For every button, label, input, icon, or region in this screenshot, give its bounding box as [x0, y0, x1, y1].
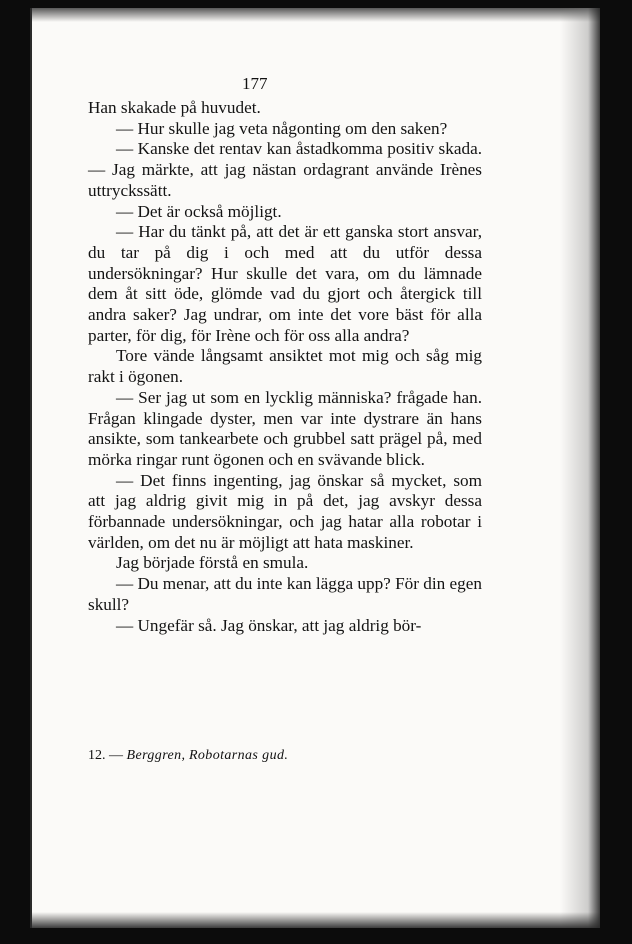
paragraph: — Du menar, att du inte kan lägga upp? För din egen skull?	[88, 574, 482, 614]
signature-footer	[88, 748, 288, 764]
paragraph: — Det är också möjligt.	[116, 201, 282, 221]
signature-mark: 12.	[88, 748, 106, 763]
footer-book-title: Robotarnas gud.	[188, 748, 289, 763]
paragraph: Tore vände långsamt ansiktet mot mig och såg mig rakt i ögonen.	[88, 346, 482, 387]
paragraph: — Hur skulle jag veta någonting om den saken?	[116, 118, 448, 138]
page-spine-shadow	[560, 8, 600, 928]
footer-author: Berggren,	[126, 748, 186, 763]
page-top-shadow	[32, 8, 600, 22]
paragraph: — Har du tänkt på, att det är ett ganska stort ansvar, du tar på dig i och med att du utför dessa undersökningar? Hur skulle det vara, om du lämnade dem åt sitt öde, glömde vad du gjort och återgick till andra saker? Jag undrar, om inte det vore bäst för alla parter, för dig, för Irène och för oss alla andra?	[88, 222, 482, 345]
paragraph: — Ser jag ut som en lycklig människa? frågade han. Frågan klingade dyster, men var inte dystrare än hans ansikte, som tankearbete och grubbel satt prägel på, med mörka ringar runt ögonen och en svävande blick.	[88, 387, 482, 469]
book-page	[30, 8, 600, 928]
paragraph: Jag började förstå en smula.	[116, 553, 309, 573]
footer-dash: —	[109, 748, 123, 763]
paragraph: — Ungefär så. Jag önskar, att jag aldrig bör-	[116, 615, 422, 635]
paragraph: Han skakade på huvudet.	[88, 98, 261, 117]
page-number: 177	[242, 74, 268, 93]
body-text	[88, 98, 482, 636]
paragraph: — Det finns ingenting, jag önskar så mycket, som att jag aldrig givit mig in på det, jag avskyr dessa förbannade undersökningar, och jag hatar alla robotar i världen, om det nu är möjligt att hata maskiner.	[88, 470, 482, 552]
paragraph: — Kanske det rentav kan åstadkomma positiv skada. — Jag märkte, att jag nästan ordagrant använde Irènes uttryckssätt.	[88, 139, 482, 200]
page-bottom-shadow	[32, 912, 600, 928]
